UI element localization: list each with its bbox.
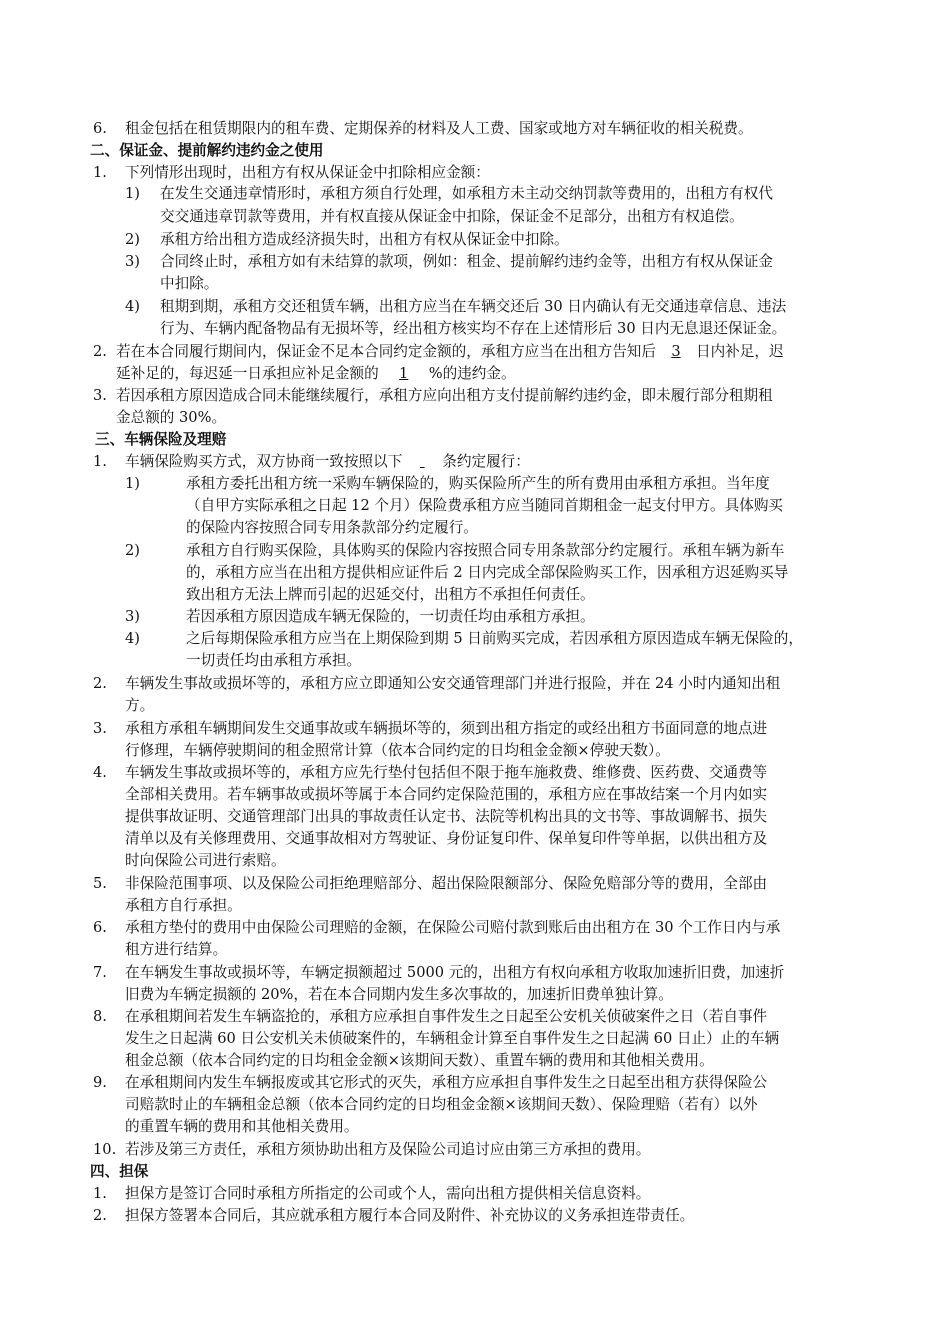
clause-text: 金总额的 30%。 — [116, 409, 227, 426]
sub-clause-text: 合同终止时，承租方如有未结算的款项，例如：租金、提前解约违约金等，出租方有权从保证金 — [160, 253, 773, 270]
clause-text-part: 车辆保险购买方式，双方协商一致按照以下 — [125, 453, 403, 470]
sub-clause-text: 一切责任均由承租方承担。 — [186, 652, 362, 669]
clause-text-part: 延补足的，每迟延一日承担应补足金额的 — [116, 365, 379, 382]
sub-clause-text: 的保险内容按照合同专用条款部分约定履行。 — [186, 519, 478, 536]
clause-text: 承租方垫付的费用中由保险公司理赔的金额，在保险公司赔付款到账后由出租方在 30 个工作日内与承 — [125, 919, 781, 936]
clause-text: 旧费为车辆定损额的 20%，若在本合同期内发生多次事故的，加速折旧费单独计算。 — [125, 986, 673, 1003]
clause-number: 10. — [93, 1141, 117, 1158]
sub-clause-text: 行为、车辆内配备物品有无损坏等，经出租方核实均不存在上述情形后 30 日内无息退还保证金。 — [160, 320, 787, 337]
sub-clause-text: 在发生交通违章情形时，承租方须自行处理，如承租方未主动交纳罚款等费用的，出租方有权代 — [160, 185, 773, 202]
sub-clause-number: 3) — [125, 253, 140, 270]
clause-number: 6. — [93, 919, 107, 936]
clause-number: 9. — [93, 1074, 107, 1091]
clause-number: 1. — [93, 1185, 107, 1202]
clause-text: 下列情形出现时，出租方有权从保证金中扣除相应金额： — [125, 164, 490, 181]
clause-text: 非保险范围事项、以及保险公司拒绝理赔部分、超出保险限额部分、保险免赔部分等的费用，全部由 — [125, 875, 768, 892]
sub-clause-text: 承租方给出租方造成经济损失时，出租方有权从保证金中扣除。 — [160, 231, 569, 248]
sub-clause-number: 1) — [125, 185, 140, 202]
sub-clause-text: （自甲方实际承租之日起 12 个月）保险费承租方应当随同首期租金一起支付甲方。具体购买 — [186, 497, 784, 514]
clause-text: 发生之日起满 60 日公安机关未侦破案件的，车辆租金计算至自事件发生之日起满 60 日止）止的车辆 — [125, 1030, 780, 1047]
clause-text: 车辆发生事故或损坏等的，承租方应先行垫付包括但不限于拖车施救费、维修费、医药费、交通费等 — [125, 764, 768, 781]
clause-number: 8. — [93, 1008, 107, 1025]
clause-text: 若因承租方原因造成合同未能继续履行，承租方应向出租方支付提前解约违约金，即未履行部分租期租 — [116, 387, 773, 404]
sub-clause-number: 4) — [125, 298, 140, 315]
clause-text: 车辆发生事故或损坏等的，承租方应立即通知公安交通管理部门并进行报险，并在 24 小时内通知出租 — [125, 675, 781, 692]
clause-text: 租方进行结算。 — [125, 941, 228, 958]
sub-clause-number: 1) — [125, 475, 140, 492]
clause-text: 承租方承租车辆期间发生交通事故或车辆损坏等的，须到出租方指定的或经出租方书面同意的地点进 — [125, 720, 768, 737]
days-blank: 3 — [671, 343, 681, 360]
clause-text: 担保方签署本合同后，其应就承租方履行本合同及附件、补充协议的义务承担连带责任。 — [125, 1207, 695, 1224]
clause-text: 时向保险公司进行索赔。 — [125, 852, 286, 869]
sub-clause-number: 2) — [125, 542, 140, 559]
sub-clause-text: 的，承租方应当在出租方提供相应证件后 2 日内完成全部保险购买工作，因承租方迟延购买导 — [186, 564, 789, 581]
clause-text: 若涉及第三方责任，承租方须协助出租方及保险公司追讨应由第三方承担的费用。 — [125, 1141, 651, 1158]
clause-text-part: %的违约金。 — [428, 365, 516, 382]
percent-blank: 1 — [399, 365, 409, 382]
sub-clause-text: 租期到期，承租方交还租赁车辆，出租方应当在车辆交还后 30 日内确认有无交通违章信息、违法 — [160, 298, 787, 315]
clause-text: 司赔款时止的车辆租金总额（依本合同约定的日均租金金额×该期间天数）、保险理赔（若有）以外 — [125, 1096, 758, 1113]
clause-text: 担保方是签订合同时承租方所指定的公司或个人，需向出租方提供相关信息资料。 — [125, 1185, 651, 1202]
clause-text: 在承租期间内发生车辆报废或其它形式的灭失，承租方应承担自事件发生之日起至出租方获得保险公 — [125, 1074, 768, 1091]
section-title-guarantee: 四、担保 — [90, 1163, 149, 1180]
clause-number: 1. — [93, 164, 107, 181]
sub-clause-text: 交交通违章罚款等费用，并有权直接从保证金中扣除，保证金不足部分，出租方有权追偿。 — [160, 208, 744, 225]
sub-clause-text: 之后每期保险承租方应当在上期保险到期 5 日前购买完成，若因承租方原因造成车辆无保险的， — [186, 630, 803, 647]
clause-text — [116, 364, 516, 384]
sub-clause-number: 2) — [125, 231, 140, 248]
clause-text: 租金包括在租赁期限内的租车费、定期保养的材料及人工费、国家或地方对车辆征收的相关税费。 — [125, 120, 753, 137]
clause-number: 7. — [93, 964, 107, 981]
clause-text: 清单以及有关修理费用、交通事故相对方驾驶证、身份证复印件、保单复印件等单据，以供出租方及 — [125, 830, 768, 847]
clause-text: 在车辆发生事故或损坏等，车辆定损额超过 5000 元的，出租方有权向承租方收取加速折旧费，加速折 — [125, 964, 785, 981]
clause-text-part: 条约定履行： — [442, 453, 530, 470]
section-title-insurance: 三、车辆保险及理赔 — [95, 431, 227, 448]
sub-clause-number: 4) — [125, 630, 140, 647]
clause-text: 承租方自行承担。 — [125, 897, 242, 914]
clause-text: 方。 — [125, 697, 155, 714]
clause-number: 3. — [93, 387, 107, 404]
sub-clause-text: 致出租方无法上牌而引起的迟延交付，出租方不承担任何责任。 — [186, 586, 595, 603]
sub-clause-number: 3) — [125, 608, 140, 625]
sub-clause-text: 中扣除。 — [160, 275, 219, 292]
clause-text: 的重置车辆的费用和其他相关费用。 — [125, 1118, 359, 1135]
clause-text: 在承租期间若发生车辆盗抢的，承租方应承担自事件发生之日起至公安机关侦破案件之日（若自事件 — [125, 1008, 768, 1025]
clause-text-part: 若在本合同履行期间内，保证金不足本合同约定金额的，承租方应当在出租方告知后 — [116, 343, 656, 360]
clause-text: 行修理，车辆停驶期间的租金照常计算（依本合同约定的日均租金金额×停驶天数）。 — [125, 742, 670, 759]
sub-clause-text: 若因承租方原因造成车辆无保险的，一切责任均由承租方承担。 — [186, 608, 595, 625]
clause-number: 1. — [93, 453, 107, 470]
clause-number: 2. — [93, 675, 107, 692]
clause-text — [116, 342, 784, 362]
clause-number: 4. — [93, 764, 107, 781]
clause-number: 5. — [93, 875, 107, 892]
clause-number: 2. — [93, 343, 107, 360]
clause-number: 6. — [93, 120, 107, 137]
clause-text: 提供事故证明、交通管理部门出具的事故责任认定书、法院等机构出具的文书等、事故调解书、损失 — [125, 808, 768, 825]
section-title-deposit: 二、保证金、提前解约违约金之使用 — [90, 142, 324, 159]
clause-text-part: 日内补足，迟 — [695, 343, 784, 360]
clause-text: 租金总额（依本合同约定的日均租金金额×该期间天数）、重置车辆的费用和其他相关费用。 — [125, 1052, 714, 1069]
clause-text — [125, 452, 530, 472]
sub-clause-text: 承租方委托出租方统一采购车辆保险的，购买保险所产生的所有费用由承租方承担。当年度 — [186, 475, 770, 492]
option-blank — [402, 452, 442, 472]
clause-number: 3. — [93, 720, 107, 737]
clause-text: 全部相关费用。若车辆事故或损坏等属于本合同约定保险范围的，承租方应在事故结案一个月内如实 — [125, 786, 768, 803]
clause-number: 2. — [93, 1207, 107, 1224]
sub-clause-text: 承租方自行购买保险，具体购买的保险内容按照合同专用条款部分约定履行。承租车辆为新车 — [186, 542, 785, 559]
